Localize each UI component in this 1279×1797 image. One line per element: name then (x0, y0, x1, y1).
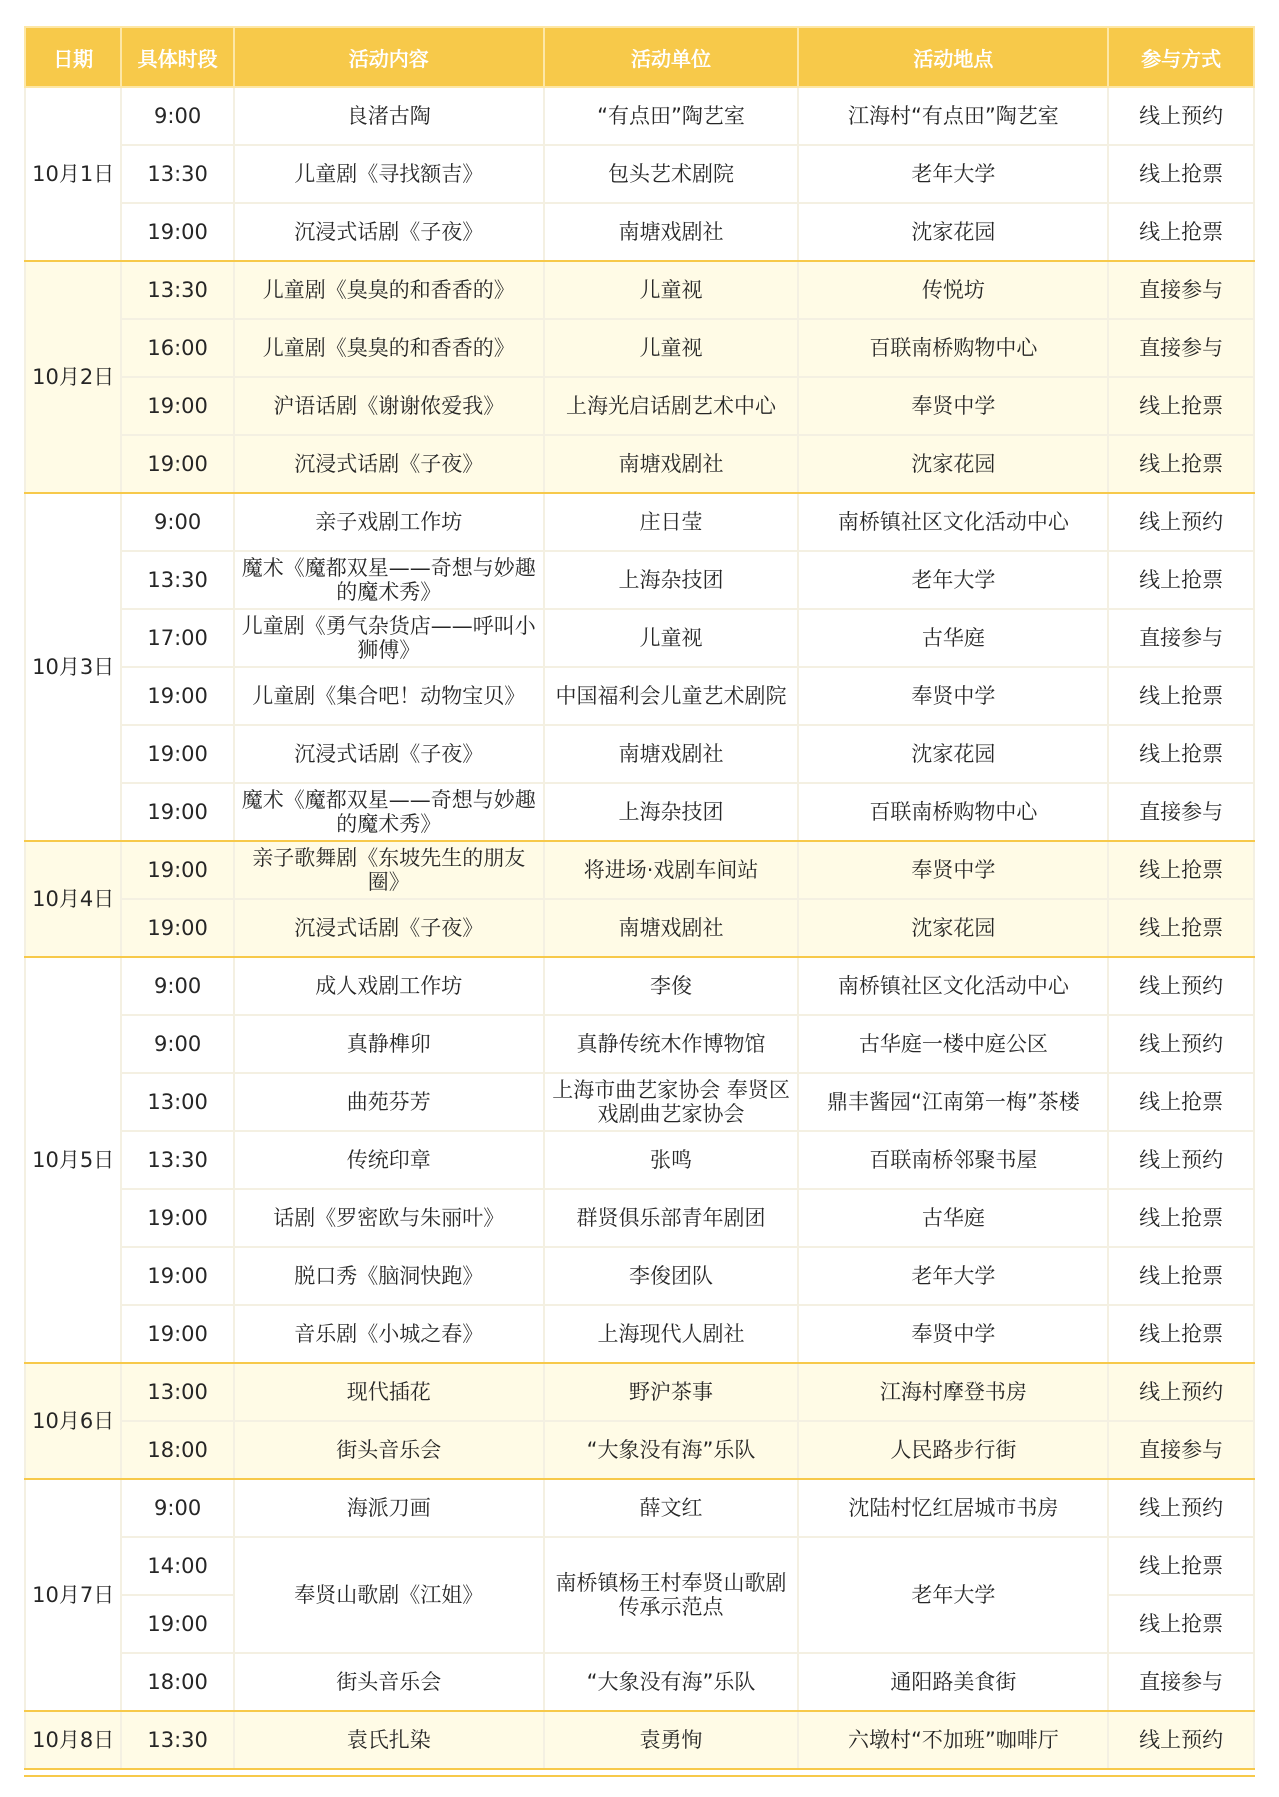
unit-cell: 上海光启话剧艺术中心 (544, 377, 799, 435)
place-cell: 老年大学 (798, 1247, 1108, 1305)
unit-cell: 南塘戏剧社 (544, 203, 799, 261)
content-cell: 音乐剧《小城之春》 (234, 1305, 544, 1363)
table-row (25, 1015, 1254, 1073)
unit-cell: 真静传统木作博物馆 (544, 1015, 799, 1073)
content-cell: 真静榫卯 (234, 1015, 544, 1073)
time-cell: 9:00 (121, 493, 233, 551)
time-cell: 9:00 (121, 87, 233, 145)
content-cell: 儿童剧《臭臭的和香香的》 (234, 261, 544, 319)
table-row (25, 1247, 1254, 1305)
time-cell: 9:00 (121, 1479, 233, 1537)
content-cell: 儿童剧《集合吧！动物宝贝》 (234, 667, 544, 725)
place-cell: 人民路步行街 (798, 1421, 1108, 1479)
method-cell: 线上预约 (1108, 1363, 1254, 1421)
time-cell: 13:30 (121, 551, 233, 609)
unit-cell: 李俊 (544, 957, 799, 1015)
unit-cell: 将进场·戏剧车间站 (544, 841, 799, 899)
content-cell: 魔术《魔都双星——奇想与妙趣的魔术秀》 (234, 551, 544, 609)
table-row (25, 1653, 1254, 1711)
table-row (25, 1421, 1254, 1479)
content-cell: 沉浸式话剧《子夜》 (234, 203, 544, 261)
method-cell: 线上抢票 (1108, 899, 1254, 957)
method-cell: 线上抢票 (1108, 435, 1254, 493)
table-row (25, 1711, 1254, 1769)
place-cell: 老年大学 (798, 145, 1108, 203)
unit-cell: 庄日莹 (544, 493, 799, 551)
time-cell: 13:00 (121, 1073, 233, 1131)
content-cell: 沉浸式话剧《子夜》 (234, 725, 544, 783)
method-cell: 线上抢票 (1108, 667, 1254, 725)
table-row (25, 203, 1254, 261)
place-cell: 六墩村“不加班”咖啡厅 (798, 1711, 1108, 1769)
content-cell: 儿童剧《臭臭的和香香的》 (234, 319, 544, 377)
place-cell: 奉贤中学 (798, 377, 1108, 435)
table-row (25, 145, 1254, 203)
table-bottom-line (24, 1775, 1255, 1777)
method-cell: 线上预约 (1108, 1479, 1254, 1537)
table-row (25, 783, 1254, 841)
unit-cell: 李俊团队 (544, 1247, 799, 1305)
unit-cell: 上海杂技团 (544, 783, 799, 841)
time-cell: 19:00 (121, 783, 233, 841)
place-cell: 南桥镇社区文化活动中心 (798, 957, 1108, 1015)
table-row (25, 609, 1254, 667)
schedule-table-wrapper (24, 26, 1255, 1770)
content-cell: 沪语话剧《谢谢侬爱我》 (234, 377, 544, 435)
content-cell: 袁氏扎染 (234, 1711, 544, 1769)
method-cell: 线上抢票 (1108, 145, 1254, 203)
time-cell: 13:30 (121, 261, 233, 319)
method-cell: 直接参与 (1108, 1653, 1254, 1711)
table-row (25, 435, 1254, 493)
method-cell: 直接参与 (1108, 609, 1254, 667)
time-cell: 18:00 (121, 1653, 233, 1711)
place-cell: 百联南桥邻聚书屋 (798, 1131, 1108, 1189)
time-cell: 13:30 (121, 1131, 233, 1189)
content-cell: 传统印章 (234, 1131, 544, 1189)
method-cell: 线上抢票 (1108, 1595, 1254, 1653)
table-row (25, 667, 1254, 725)
header-unit: 活动单位 (544, 27, 799, 87)
unit-cell: 上海市曲艺家协会 奉贤区戏剧曲艺家协会 (544, 1073, 799, 1131)
table-row (25, 1363, 1254, 1421)
table-row (25, 957, 1254, 1015)
method-cell: 线上抢票 (1108, 1247, 1254, 1305)
unit-cell: 野沪茶事 (544, 1363, 799, 1421)
content-cell: 亲子戏剧工作坊 (234, 493, 544, 551)
unit-cell: 南塘戏剧社 (544, 899, 799, 957)
method-cell: 线上抢票 (1108, 1537, 1254, 1595)
time-cell: 19:00 (121, 203, 233, 261)
table-row (25, 1131, 1254, 1189)
table-row (25, 1479, 1254, 1537)
place-cell: 沈家花园 (798, 899, 1108, 957)
time-cell: 18:00 (121, 1421, 233, 1479)
method-cell: 线上抢票 (1108, 1189, 1254, 1247)
content-cell: 奉贤山歌剧《江姐》 (234, 1537, 544, 1653)
table-row (25, 899, 1254, 957)
date-cell: 10月7日 (25, 1479, 121, 1711)
content-cell: 儿童剧《勇气杂货店——呼叫小狮傅》 (234, 609, 544, 667)
table-row (25, 1073, 1254, 1131)
place-cell: 沈家花园 (798, 203, 1108, 261)
time-cell: 19:00 (121, 1305, 233, 1363)
table-row (25, 493, 1254, 551)
unit-cell: 薛文红 (544, 1479, 799, 1537)
content-cell: 沉浸式话剧《子夜》 (234, 899, 544, 957)
method-cell: 线上抢票 (1108, 841, 1254, 899)
method-cell: 直接参与 (1108, 1421, 1254, 1479)
time-cell: 13:00 (121, 1363, 233, 1421)
method-cell: 线上抢票 (1108, 1305, 1254, 1363)
table-row (25, 87, 1254, 145)
content-cell: 现代插花 (234, 1363, 544, 1421)
content-cell: 话剧《罗密欧与朱丽叶》 (234, 1189, 544, 1247)
place-cell: 古华庭 (798, 609, 1108, 667)
time-cell: 13:30 (121, 1711, 233, 1769)
unit-cell: 上海杂技团 (544, 551, 799, 609)
content-cell: 亲子歌舞剧《东坡先生的朋友圈》 (234, 841, 544, 899)
time-cell: 9:00 (121, 1015, 233, 1073)
date-cell: 10月1日 (25, 87, 121, 261)
date-cell: 10月5日 (25, 957, 121, 1363)
time-cell: 19:00 (121, 899, 233, 957)
table-row (25, 261, 1254, 319)
place-cell: 老年大学 (798, 551, 1108, 609)
place-cell: 江海村摩登书房 (798, 1363, 1108, 1421)
unit-cell: 包头艺术剧院 (544, 145, 799, 203)
content-cell: 良渚古陶 (234, 87, 544, 145)
time-cell: 19:00 (121, 1189, 233, 1247)
unit-cell: 南桥镇杨王村奉贤山歌剧传承示范点 (544, 1537, 799, 1653)
header-time: 具体时段 (121, 27, 233, 87)
method-cell: 线上抢票 (1108, 203, 1254, 261)
time-cell: 13:30 (121, 145, 233, 203)
table-row (25, 377, 1254, 435)
header-place: 活动地点 (798, 27, 1108, 87)
time-cell: 14:00 (121, 1537, 233, 1595)
schedule-body (25, 87, 1254, 1769)
date-cell: 10月4日 (25, 841, 121, 957)
unit-cell: 儿童视 (544, 609, 799, 667)
unit-cell: “大象没有海”乐队 (544, 1421, 799, 1479)
unit-cell: 南塘戏剧社 (544, 435, 799, 493)
method-cell: 线上预约 (1108, 957, 1254, 1015)
time-cell: 19:00 (121, 435, 233, 493)
method-cell: 直接参与 (1108, 319, 1254, 377)
table-row (25, 1537, 1254, 1595)
place-cell: 鼎丰酱园“江南第一梅”茶楼 (798, 1073, 1108, 1131)
method-cell: 线上抢票 (1108, 377, 1254, 435)
header-method: 参与方式 (1108, 27, 1254, 87)
time-cell: 9:00 (121, 957, 233, 1015)
header-content: 活动内容 (234, 27, 544, 87)
place-cell: 百联南桥购物中心 (798, 319, 1108, 377)
time-cell: 19:00 (121, 1247, 233, 1305)
content-cell: 儿童剧《寻找额吉》 (234, 145, 544, 203)
method-cell: 直接参与 (1108, 261, 1254, 319)
content-cell: 成人戏剧工作坊 (234, 957, 544, 1015)
date-cell: 10月2日 (25, 261, 121, 493)
method-cell: 线上预约 (1108, 493, 1254, 551)
unit-cell: 南塘戏剧社 (544, 725, 799, 783)
table-row (25, 1305, 1254, 1363)
unit-cell: 中国福利会儿童艺术剧院 (544, 667, 799, 725)
unit-cell: 张鸣 (544, 1131, 799, 1189)
date-cell: 10月3日 (25, 493, 121, 841)
place-cell: 古华庭一楼中庭公区 (798, 1015, 1108, 1073)
table-row (25, 319, 1254, 377)
place-cell: 老年大学 (798, 1537, 1108, 1653)
place-cell: 传悦坊 (798, 261, 1108, 319)
unit-cell: 儿童视 (544, 261, 799, 319)
method-cell: 线上预约 (1108, 1131, 1254, 1189)
table-row (25, 841, 1254, 899)
place-cell: 江海村“有点田”陶艺室 (798, 87, 1108, 145)
place-cell: 百联南桥购物中心 (798, 783, 1108, 841)
header-row (25, 27, 1254, 87)
place-cell: 奉贤中学 (798, 1305, 1108, 1363)
place-cell: 沈家花园 (798, 725, 1108, 783)
method-cell: 直接参与 (1108, 783, 1254, 841)
table-row (25, 725, 1254, 783)
unit-cell: 儿童视 (544, 319, 799, 377)
time-cell: 19:00 (121, 377, 233, 435)
table-row (25, 551, 1254, 609)
content-cell: 海派刀画 (234, 1479, 544, 1537)
place-cell: 古华庭 (798, 1189, 1108, 1247)
unit-cell: 上海现代人剧社 (544, 1305, 799, 1363)
time-cell: 17:00 (121, 609, 233, 667)
method-cell: 线上抢票 (1108, 1073, 1254, 1131)
place-cell: 奉贤中学 (798, 841, 1108, 899)
content-cell: 魔术《魔都双星——奇想与妙趣的魔术秀》 (234, 783, 544, 841)
header-date: 日期 (25, 27, 121, 87)
place-cell: 沈陆村忆红居城市书房 (798, 1479, 1108, 1537)
content-cell: 脱口秀《脑洞快跑》 (234, 1247, 544, 1305)
time-cell: 19:00 (121, 725, 233, 783)
date-cell: 10月8日 (25, 1711, 121, 1769)
content-cell: 街头音乐会 (234, 1421, 544, 1479)
time-cell: 19:00 (121, 841, 233, 899)
method-cell: 线上预约 (1108, 1015, 1254, 1073)
content-cell: 沉浸式话剧《子夜》 (234, 435, 544, 493)
unit-cell: 群贤俱乐部青年剧团 (544, 1189, 799, 1247)
place-cell: 南桥镇社区文化活动中心 (798, 493, 1108, 551)
method-cell: 线上预约 (1108, 1711, 1254, 1769)
method-cell: 线上预约 (1108, 87, 1254, 145)
unit-cell: “大象没有海”乐队 (544, 1653, 799, 1711)
time-cell: 19:00 (121, 1595, 233, 1653)
unit-cell: 袁勇恂 (544, 1711, 799, 1769)
method-cell: 线上抢票 (1108, 551, 1254, 609)
content-cell: 曲苑芬芳 (234, 1073, 544, 1131)
method-cell: 线上抢票 (1108, 725, 1254, 783)
time-cell: 19:00 (121, 667, 233, 725)
content-cell: 街头音乐会 (234, 1653, 544, 1711)
place-cell: 沈家花园 (798, 435, 1108, 493)
table-row (25, 1189, 1254, 1247)
schedule-table (24, 26, 1255, 1770)
date-cell: 10月6日 (25, 1363, 121, 1479)
unit-cell: “有点田”陶艺室 (544, 87, 799, 145)
place-cell: 奉贤中学 (798, 667, 1108, 725)
time-cell: 16:00 (121, 319, 233, 377)
place-cell: 通阳路美食街 (798, 1653, 1108, 1711)
